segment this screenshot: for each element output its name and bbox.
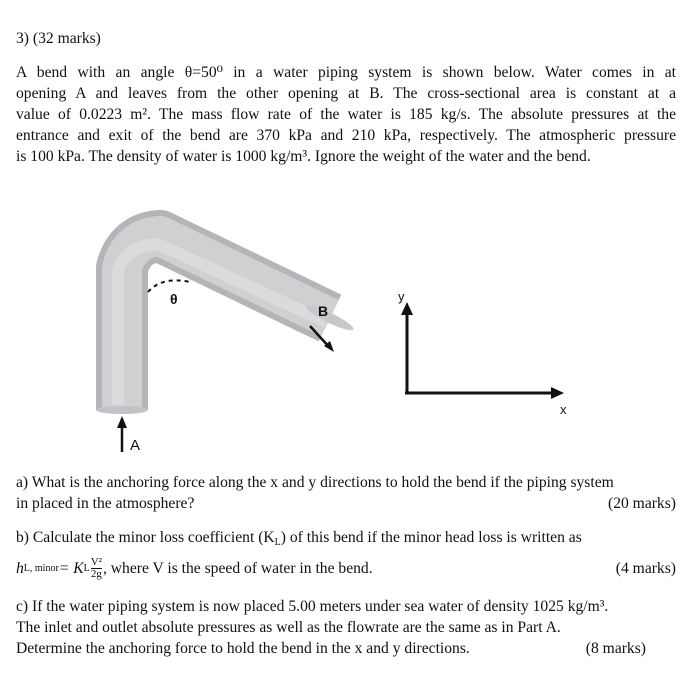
part-a-text: in placed in the atmosphere? — [16, 495, 195, 512]
label-a: A — [130, 437, 141, 454]
formula-fraction — [91, 557, 102, 580]
formula-numerator: V² — [90, 556, 102, 568]
formula-h-sub: L, minor — [23, 563, 59, 574]
inlet-arrow-head — [117, 416, 127, 428]
part-b — [16, 527, 676, 580]
x-axis-label: x — [560, 402, 567, 417]
part-c-line-2: The inlet and outlet absolute pressures as well as the flowrate are the same as in Part A. — [16, 619, 561, 636]
statement-line-3: value of 0.0223 m². The mass flow rate of the water is 185 kg/s. The absolute pressures at the — [16, 106, 676, 123]
formula-k-sub: L — [83, 563, 90, 574]
part-a-line-1: a) What is the anchoring force along the x and y directions to hold the bend if the piping system — [16, 474, 614, 491]
minor-loss-formula — [16, 557, 373, 580]
part-a-marks: (20 marks) — [608, 495, 676, 512]
question-number: 3) (32 marks) — [16, 30, 101, 47]
statement-line-1: A bend with an angle θ=50⁰ in a water piping system is shown below. Water comes in at — [16, 64, 676, 81]
part-b-kl-sub: L — [274, 537, 281, 548]
part-a — [16, 472, 676, 514]
y-axis-label: y — [398, 289, 405, 304]
formula-h: h — [16, 560, 24, 577]
formula-denominator: 2g — [90, 568, 102, 580]
part-b-marks: (4 marks) — [615, 560, 676, 577]
part-c-text: Determine the anchoring force to hold the bend in the x and y directions. — [16, 640, 470, 657]
part-b-line-1 — [16, 527, 676, 553]
part-c-line-1: c) If the water piping system is now placed 5.00 meters under sea water of density 1025 kg/m³. — [16, 598, 609, 615]
part-b-intro: b) Calculate the minor loss coefficient (K — [16, 529, 275, 546]
part-b-line-2 — [16, 557, 676, 580]
statement-line-2: opening A and leaves from the other opening at B. The cross-sectional area is constant at a — [16, 85, 676, 102]
formula-k: = K — [58, 560, 84, 577]
part-c — [16, 596, 676, 659]
label-b: B — [318, 303, 329, 319]
pipe-inlet-end — [96, 406, 148, 414]
part-b-line-2-text: , where V is the speed of water in the bend. — [102, 560, 373, 577]
part-c-line-3 — [16, 638, 676, 659]
x-axis-arrowhead — [551, 387, 564, 399]
part-b-intro-end: ) of this bend if the minor head loss is written as — [280, 529, 582, 546]
theta-arc — [148, 280, 190, 292]
theta-label: θ — [170, 291, 178, 307]
part-a-line-2 — [16, 493, 676, 514]
part-c-marks: (8 marks) — [585, 640, 646, 657]
statement-line-4: entrance and exit of the bend are 370 kPa and 210 kPa, respectively. The atmospheric pressure — [16, 127, 676, 144]
statement-line-5: is 100 kPa. The density of water is 1000 kg/m³. Ignore the weight of the water and the bend. — [16, 148, 591, 165]
